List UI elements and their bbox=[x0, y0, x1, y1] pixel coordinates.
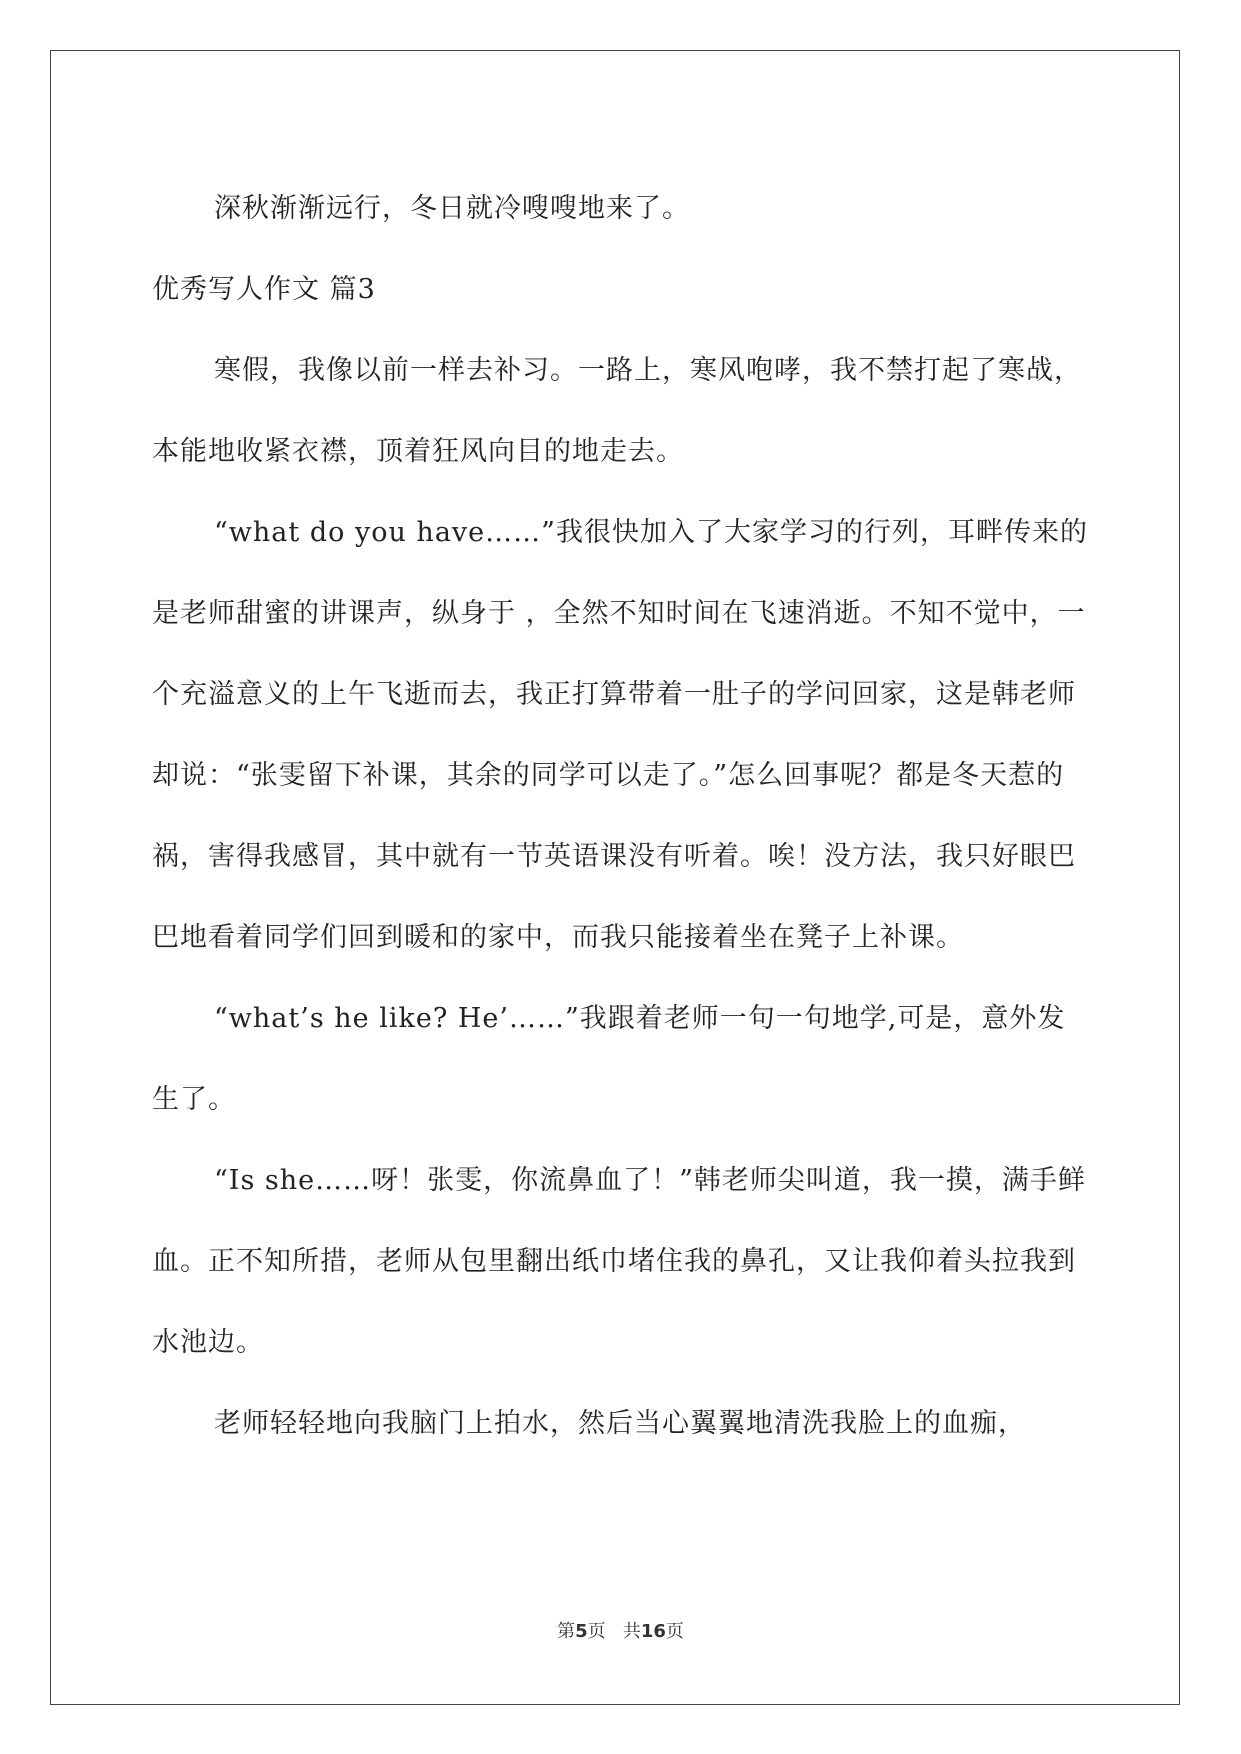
footer-page-suffix: 页 bbox=[587, 1621, 606, 1642]
page-number: 5 bbox=[575, 1621, 588, 1642]
paragraph: 老师轻轻地向我脑门上拍水，然后当心翼翼地清洗我脸上的血痂， bbox=[214, 1408, 1026, 1439]
paragraph: 寒假，我像以前一样去补习。一路上，寒风咆哮，我不禁打起了寒战，本能地收紧衣襟，顶着狂风向目的地走去。 bbox=[152, 355, 1082, 467]
paragraph: 深秋渐渐远行，冬日就冷嗖嗖地来了。 bbox=[214, 193, 690, 224]
total-pages: 16 bbox=[640, 1621, 666, 1642]
paragraph: “Is she……呀！张雯，你流鼻血了！”韩老师尖叫道，我一摸，满手鲜血。正不知所措，老师从包里翻出纸巾堵住我的鼻孔，又让我仰着头拉我到水池边。 bbox=[152, 1165, 1086, 1358]
footer-total-suffix: 页 bbox=[665, 1621, 684, 1642]
document-body bbox=[152, 168, 1092, 1464]
page-footer bbox=[0, 1617, 1241, 1643]
section-heading: 优秀写人作文 篇3 bbox=[152, 274, 376, 305]
footer-prefix: 第 bbox=[557, 1621, 576, 1642]
paragraph: “what do you have……”我很快加入了大家学习的行列，耳畔传来的是老师甜蜜的讲课声，纵身于 ，全然不知时间在飞速消逝。不知不觉中，一个充溢意义的上午飞逝而去，我正打算带着一肚子的学问回家，这是韩老师却说：“张雯留下补课，其余的同学可以走了。”怎么回事呢？都是冬天惹的祸，害得我感冒，其中就有一节英语课没有听着。唉！没方法，我只好眼巴巴地看着同学们回到暖和的家中，而我只能接着坐在凳子上补课。 bbox=[152, 517, 1088, 953]
paragraph: “what’s he like? He’……”我跟着老师一句一句地学,可是，意外发生了。 bbox=[152, 1003, 1066, 1115]
footer-total-prefix: 共 bbox=[622, 1621, 641, 1642]
